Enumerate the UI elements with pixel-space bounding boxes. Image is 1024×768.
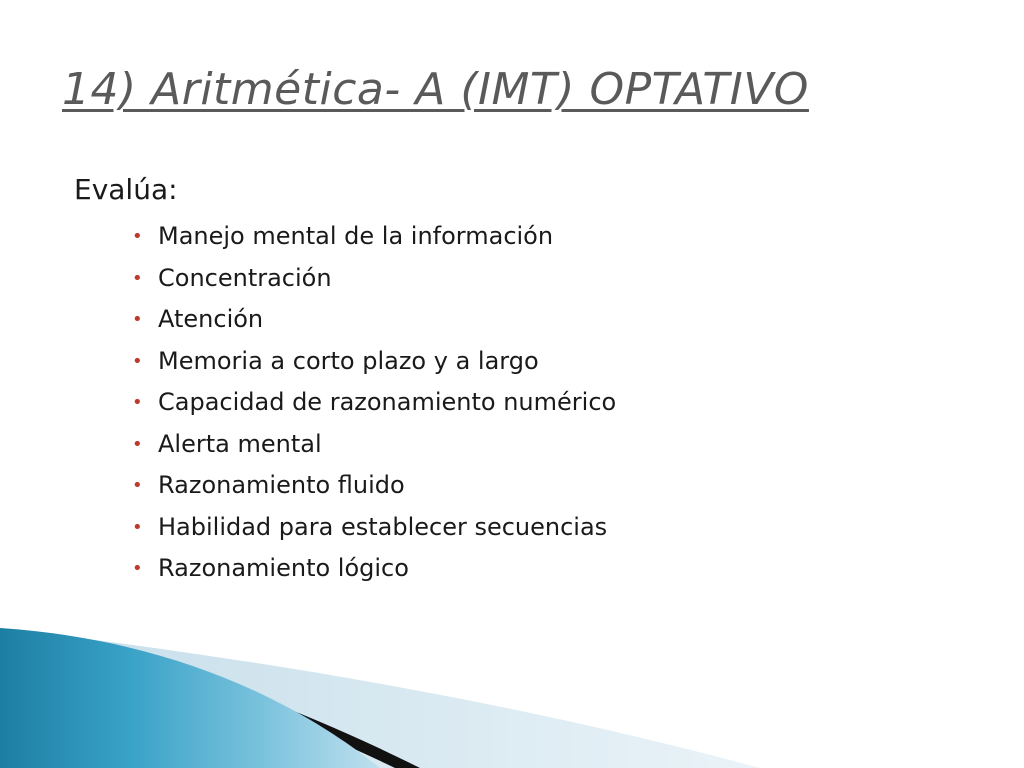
list-item-text: Concentración — [158, 263, 332, 292]
bullet-icon: • — [132, 475, 143, 496]
decorative-wave — [0, 628, 1024, 768]
bullet-icon: • — [132, 226, 143, 247]
list-item — [132, 465, 974, 507]
list-item — [132, 216, 974, 258]
bullet-icon: • — [132, 267, 143, 289]
list-item — [132, 382, 974, 424]
bullet-icon: • — [132, 516, 143, 538]
bullet-icon: • — [132, 392, 143, 413]
list-item-text: Capacidad de razonamiento numérico — [158, 388, 617, 416]
list-item-text: Alerta mental — [158, 429, 322, 458]
list-item-text: Atención — [158, 305, 264, 333]
slide-body — [74, 168, 974, 590]
list-item-text: Razonamiento lógico — [158, 554, 409, 582]
slide-title: 14) Aritmética- A (IMT) OPTATIVO — [62, 64, 809, 115]
bullet-icon: • — [132, 558, 143, 579]
bullet-icon: • — [132, 309, 143, 330]
list-item — [132, 258, 974, 300]
list-item — [132, 548, 974, 590]
body-heading: Evalúa: — [74, 173, 178, 206]
list-item-text: Habilidad para establecer secuencias — [158, 512, 608, 541]
list-item — [132, 299, 974, 341]
bullet-icon: • — [132, 433, 143, 455]
bullet-icon: • — [132, 350, 143, 372]
bullet-list — [74, 216, 974, 590]
list-item-text: Memoria a corto plazo y a largo — [158, 346, 539, 375]
list-item — [132, 424, 974, 466]
list-item-text: Manejo mental de la información — [158, 222, 554, 250]
list-item-text: Razonamiento fluido — [158, 471, 405, 499]
list-item — [132, 341, 974, 383]
list-item — [132, 507, 974, 549]
